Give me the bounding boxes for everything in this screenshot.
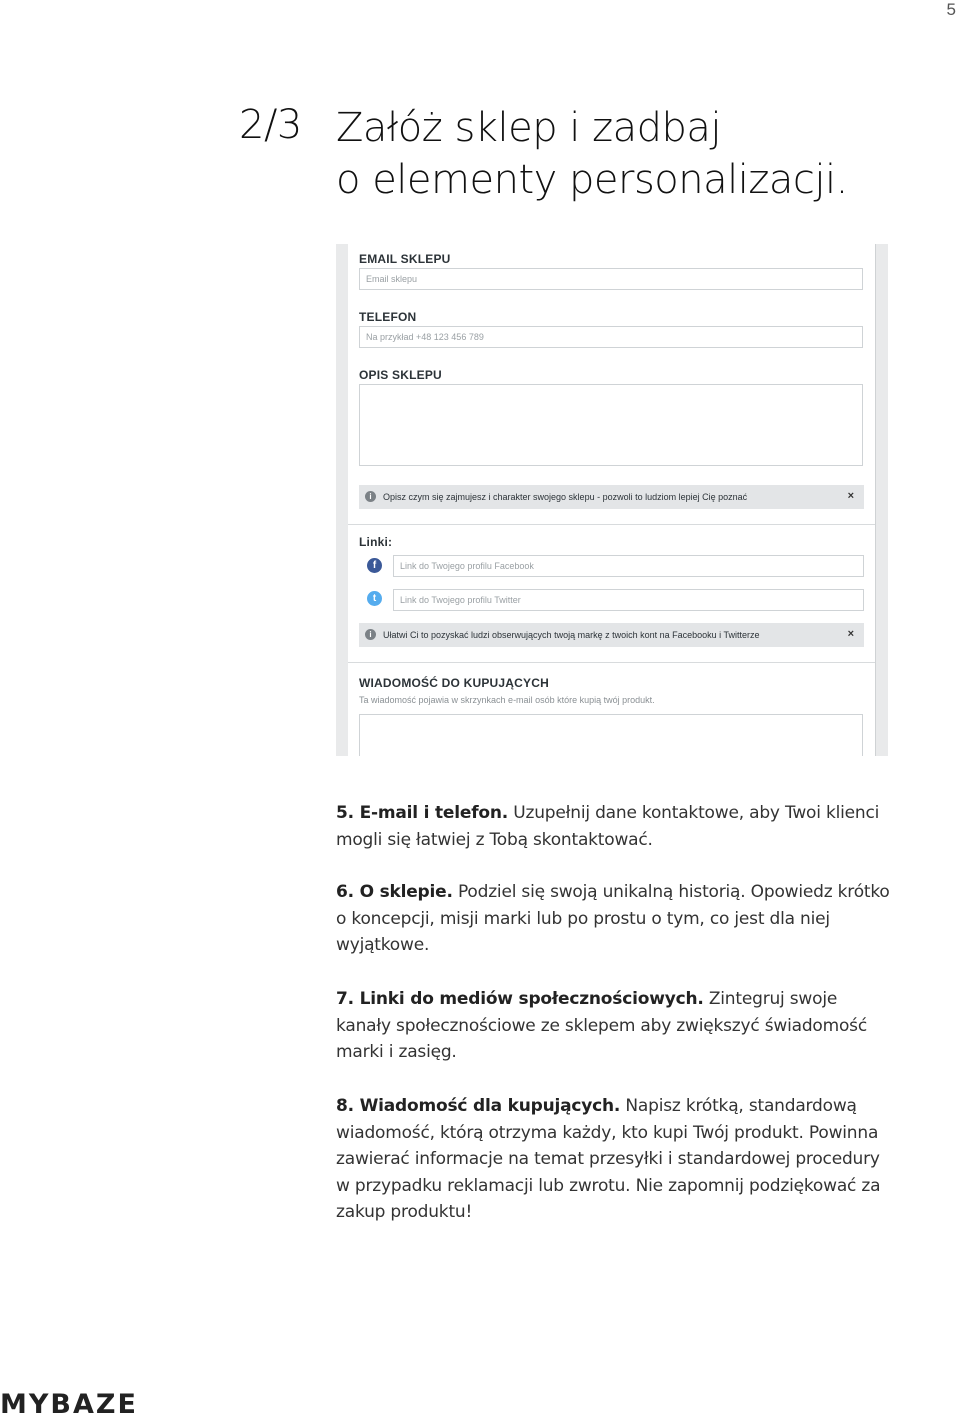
panel-edge — [875, 244, 876, 756]
facebook-link-field[interactable]: Link do Twojego profilu Facebook — [393, 555, 864, 577]
point-title: 6. O sklepie. — [336, 882, 453, 902]
point-8 — [336, 1093, 896, 1226]
page-title — [336, 102, 848, 206]
message-label: WIADOMOŚĆ DO KUPUJĄCYCH — [359, 676, 549, 690]
links-label: Linki: — [359, 535, 393, 549]
close-icon[interactable]: × — [847, 490, 854, 502]
point-body: Podziel się swoją unikalną historią. Opowiedz krótko o koncepcji, misji marki lub po prostu o tym, co jest dla niej wyjątkowe. — [336, 882, 890, 955]
point-5 — [336, 800, 896, 853]
point-7 — [336, 986, 896, 1066]
info-icon: i — [365, 491, 376, 502]
point-body: Uzupełnij dane kontaktowe, aby Twoi klienci mogli się łatwiej z Tobą skontaktować. — [336, 803, 880, 850]
point-title: 7. Linki do mediów społecznościowych. — [336, 989, 704, 1009]
description-label: OPIS SKLEPU — [359, 368, 442, 382]
email-field[interactable]: Email sklepu — [359, 268, 863, 290]
point-title: 5. E-mail i telefon. — [336, 803, 509, 823]
facebook-icon: f — [367, 558, 382, 573]
twitter-icon: t — [367, 591, 382, 606]
point-6 — [336, 879, 896, 959]
close-icon[interactable]: × — [847, 628, 854, 640]
links-info-bar — [359, 623, 864, 647]
info-icon: i — [365, 629, 376, 640]
description-info-text: Opisz czym się zajmujesz i charakter swojego sklepu - pozwoli to ludziom lepiej Cię poznać — [383, 492, 748, 502]
divider — [348, 662, 876, 663]
point-body: Napisz krótką, standardową wiadomość, którą otrzyma każdy, kto kupi Twój produkt. Powinna zawierać informacje na temat przesyłki i standardowej procedury w przypadku reklamacji lub zwrotu. Nie zapomnij podziękować za zakup produktu! — [336, 1096, 881, 1222]
description-info-bar — [359, 485, 864, 509]
links-info-text: Ułatwi Ci to pozyskać ludzi obserwujących twoją markę z twoich kont na Facebooku i Twitterze — [383, 630, 760, 640]
message-textarea[interactable] — [359, 714, 863, 756]
mybaze-logo: MYBAZE — [0, 1389, 138, 1420]
title-line-1: Załóż sklep i zadbaj — [336, 105, 722, 151]
description-textarea[interactable] — [359, 384, 863, 466]
store-form — [348, 244, 876, 756]
divider — [348, 524, 876, 525]
point-body: Zintegruj swoje kanały społecznościowe ze sklepem aby zwiększyć świadomość marki i zasięg. — [336, 989, 867, 1062]
phone-field[interactable]: Na przykład +48 123 456 789 — [359, 326, 863, 348]
title-line-2: o elementy personalizacji. — [336, 157, 848, 203]
store-settings-screenshot — [336, 244, 888, 756]
point-title: 8. Wiadomość dla kupujących. — [336, 1096, 621, 1116]
phone-label: TELEFON — [359, 310, 417, 324]
page-number: 5 — [946, 0, 956, 19]
message-note: Ta wiadomość pojawia w skrzynkach e-mail osób które kupią twój produkt. — [359, 695, 655, 705]
twitter-link-field[interactable]: Link do Twojego profilu Twitter — [393, 589, 864, 611]
section-number: 2/3 — [239, 102, 302, 148]
email-label: EMAIL SKLEPU — [359, 252, 451, 266]
